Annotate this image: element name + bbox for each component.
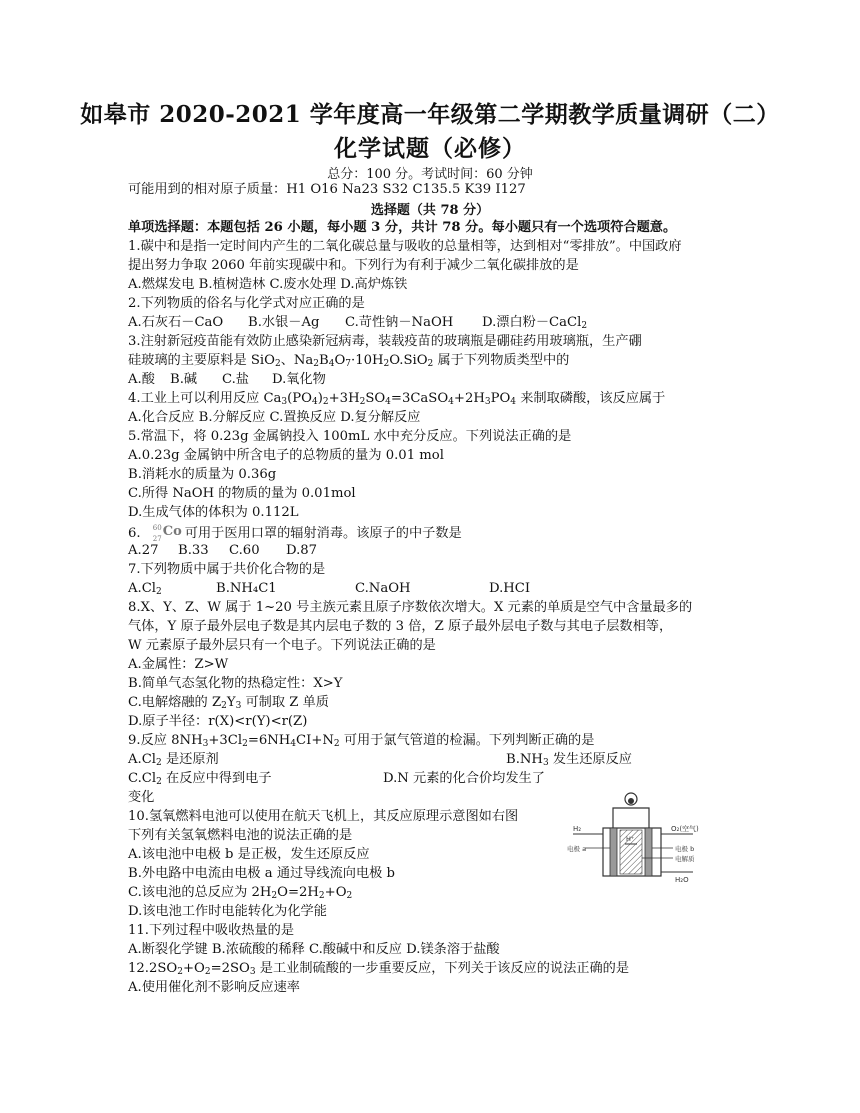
q12-t: 是工业制硫酸的一步重要反应，下列关于该反应的说法正确的是 (255, 961, 630, 976)
q7-option-d: D.HCI (489, 581, 531, 596)
q3-t: 2 (427, 359, 434, 369)
isotope-atomic-number: 27 (152, 535, 162, 543)
q9-option-d: D.N 元素的化合价均发生了 (383, 771, 545, 786)
exam-meta: 总分：100 分。考试时间：60 分钟 (327, 167, 533, 182)
electrode-b-label: 电极 b (675, 845, 695, 853)
q9-b-t: 3 (542, 758, 549, 768)
q3-t: 属于下列物质类型中的 (433, 353, 570, 368)
q7-option-b: B.NH₄C1 (216, 581, 277, 596)
q1-stem-line1: 1.碳中和是指一定时间内产生的二氧化碳总量与吸收的总量相等，达到相对“零排放”。中国政府 (128, 239, 682, 254)
q10-option-b: B.外电路中电流由电极 a 通过导线流向电极 b (128, 866, 395, 881)
q8-c-t: 2 (221, 701, 227, 711)
q3-stem-line1: 3.注射新冠疫苗能有效防止感染新冠病毒，装载疫苗的玻璃瓶是硼硅药用玻璃瓶，生产硼 (128, 334, 642, 349)
q7-option-a-text: A.Cl (128, 581, 157, 596)
section-heading: 选择题（共 78 分） (370, 203, 490, 218)
q4-t: (PO (287, 391, 312, 406)
exam-title: 如皋市 2020-2021 学年度高一年级第二学期教学质量调研（二） (80, 101, 780, 128)
q3-t: 2 (274, 359, 281, 369)
q6-option-b: B.33 (178, 543, 209, 558)
q9-a-t: 是还原剂 (161, 752, 219, 767)
q4-t: 4.工业上可以利用反应 Ca (128, 391, 282, 406)
q6-stem-text: 可用于医用口罩的辐射消毒。该原子的中子数是 (184, 526, 462, 541)
q9-t: 2 (242, 739, 248, 749)
q9-option-d-cont: 变化 (128, 790, 155, 805)
q9-option-c (128, 769, 383, 792)
q4-t: 4 (385, 397, 391, 407)
q4-t: ) (317, 391, 323, 406)
q5-option-a: A.0.23g 金属钠中所含电子的总物质的量为 0.01 mol (128, 448, 444, 463)
instructions: 单项选择题：本题包括 26 小题，每小题 3 分，共计 78 分。每小题只有一个选项符合题意。 (128, 220, 677, 235)
q8-c-t: Y (226, 695, 236, 710)
q12-option-a: A.使用催化剂不影响反应速率 (128, 980, 300, 995)
q8-stem-line1: 8.X、Y、Z、W 属于 1~20 号主族元素且原子序数依次增大。X 元素的单质是空气中含量最多的 (128, 600, 693, 615)
q5-option-d: D.生成气体的体积为 0.112L (128, 505, 299, 520)
q5-option-c: C.所得 NaOH 的物质的量为 0.01mol (128, 486, 356, 501)
q12-t: 2 (204, 967, 211, 977)
q9-c-t: 在反应中得到电子 (161, 771, 272, 786)
q4-t: =3CaSO (390, 391, 449, 406)
q2-option-c: C.苛性钠－NaOH (345, 315, 454, 330)
q4-t: 2 (359, 397, 366, 407)
q9-options-cd (128, 769, 545, 792)
q11-options: A.断裂化学键 B.浓硫酸的稀释 C.酸碱中和反应 D.镁条溶于盐酸 (128, 942, 500, 957)
q10-stem-line1: 10.氢氧燃料电池可以使用在航天飞机上，其反应原理示意图如右图 (128, 809, 519, 824)
q12-t: 2 (177, 967, 183, 977)
q12-t: 12.2SO (128, 961, 178, 976)
q9-t: =6NH (247, 733, 291, 748)
q4-t: 3 (484, 397, 491, 407)
q12-t: +O (182, 961, 205, 976)
q6-options (128, 541, 317, 560)
q2-option-d-text: D.漂白粉－CaCl (482, 315, 582, 330)
q9-c-t: 2 (156, 777, 162, 787)
q9-t: 可用于氯气管道的检漏。下列判断正确的是 (339, 733, 595, 748)
q6-number: 6. (128, 526, 141, 541)
q6-option-c: C.60 (229, 543, 260, 558)
q8-c-t: 可制取 Z 单质 (241, 695, 329, 710)
q9-a-t: A.Cl (128, 752, 157, 767)
q3-options (128, 370, 326, 389)
q4-t: +2H (453, 391, 485, 406)
q6-option-d: D.87 (286, 543, 318, 558)
external-wire (613, 808, 649, 830)
fuel-cell-diagram (565, 790, 735, 885)
q3-t: 7 (345, 359, 351, 369)
h2-label: H₂ (573, 825, 582, 833)
q4-t: 来制取磷酸，该反应属于 (516, 391, 666, 406)
q9-a-t: 2 (156, 758, 162, 768)
electrolyte-label: 电解质 (675, 855, 695, 863)
q9-b-t: 发生还原反应 (548, 752, 632, 767)
q9-t: 4 (290, 739, 297, 749)
q7-option-a-sub: 2 (156, 587, 162, 597)
q3-option-a: A.酸 (128, 372, 155, 387)
q10-c-t: 2 (318, 891, 325, 901)
h2o-label: H₂O (675, 876, 689, 884)
q5-option-b: B.消耗水的质量为 0.36g (128, 467, 277, 482)
q10-c-t: 2 (346, 891, 353, 901)
q9-b-t: B.NH (506, 752, 543, 767)
hplus-label: H⁺ (626, 835, 635, 843)
q4-t: 4 (312, 397, 318, 407)
q2-option-b: B.水银－Ag (248, 315, 320, 330)
q3-option-b: B.碱 (170, 372, 198, 387)
q10-c-t: C.该电池的总反应为 2H (128, 885, 272, 900)
q8-c-t: C.电解熔融的 Z (128, 695, 222, 710)
q3-t: O.SiO (389, 353, 428, 368)
q1-stem-line2: 提出努力争取 2060 年前实现碳中和。下列行为有利于减少二氧化碳排放的是 (128, 258, 579, 273)
q4-options: A.化合反应 B.分解反应 C.置换反应 D.复分解反应 (128, 410, 421, 425)
q8-option-a: A.金属性：Z>W (128, 657, 229, 672)
q7-stem: 7.下列物质中属于共价化合物的是 (128, 562, 326, 577)
q9-t: 9.反应 8NH (128, 733, 203, 748)
electrode-a (610, 828, 617, 876)
q3-t: 、Na (280, 353, 314, 368)
o2-label: O₂(空气) (671, 825, 699, 833)
q4-t: PO (490, 391, 511, 406)
q3-t: ·10H (351, 353, 384, 368)
q3-t: 2 (383, 359, 390, 369)
q5-stem: 5.常温下，将 0.23g 金属钠投入 100mL 水中充分反应。下列说法正确的是 (128, 429, 572, 444)
q10-stem-line2: 下列有关氢氧燃料电池的说法正确的是 (128, 828, 353, 843)
cobalt-isotope-symbol (152, 522, 185, 543)
q4-t: 4 (510, 397, 516, 407)
q2-option-a: A.石灰石－CaO (128, 315, 224, 330)
q9-t: 3 (202, 739, 209, 749)
q3-t: B (319, 353, 329, 368)
q4-t: 4 (448, 397, 454, 407)
q6-stem (128, 522, 462, 543)
q9-t: CI+N (296, 733, 334, 748)
q3-option-c: C.盐 (222, 372, 249, 387)
q4-t: 2 (322, 397, 329, 407)
exam-subtitle: 化学试题（必修） (334, 135, 526, 162)
isotope-mass-number: 60 (152, 524, 162, 532)
q7-option-c: C.NaOH (355, 581, 411, 596)
q12-t: =2SO (210, 961, 250, 976)
q3-t: 2 (313, 359, 320, 369)
q3-t: 4 (328, 359, 335, 369)
q10-option-d: D.该电池工作时电能转化为化学能 (128, 904, 327, 919)
q9-t: +3Cl (208, 733, 243, 748)
q10-c-t: +O (324, 885, 347, 900)
q3-t: 硅玻璃的主要原料是 SiO (128, 353, 275, 368)
q3-t: O (334, 353, 346, 368)
q10-option-a: A.该电池中电极 b 是正极，发生还原反应 (128, 847, 370, 862)
electrode-a-label: 电极 a (567, 845, 587, 853)
isotope-element: Co (162, 524, 182, 539)
q1-options: A.燃煤发电 B.植树造林 C.废水处理 D.高炉炼铁 (128, 277, 408, 292)
q4-t: SO (365, 391, 386, 406)
q8-option-b: B.简单气态氢化物的热稳定性：X>Y (128, 676, 343, 691)
lamp-base (628, 798, 634, 804)
electrode-b (645, 828, 652, 876)
q12-t: 3 (249, 967, 256, 977)
q10-c-t: O=2H (277, 885, 319, 900)
q8-option-d: D.原子半径：r(X)<r(Y)<r(Z) (128, 714, 308, 729)
q9-t: 2 (333, 739, 340, 749)
q8-c-t: 3 (235, 701, 242, 711)
q11-stem: 11.下列过程中吸收热量的是 (128, 923, 295, 938)
q9-c-t: C.Cl (128, 771, 157, 786)
q4-t: 3 (281, 397, 288, 407)
q6-option-a: A.27 (128, 543, 159, 558)
q8-stem-line2: 气体，Y 原子最外层电子数是其内层电子数的 3 倍，Z 原子最外层电子数与其电子层数相等， (128, 619, 673, 634)
q2-option-d-sub: 2 (581, 321, 588, 331)
q8-stem-line3: W 元素原子最外层只有一个电子。下列说法正确的是 (128, 638, 436, 653)
q3-option-d: D.氧化物 (272, 372, 326, 387)
q10-c-t: 2 (271, 891, 278, 901)
q2-stem: 2.下列物质的俗名与化学式对应正确的是 (128, 296, 365, 311)
atomic-masses: 可能用到的相对原子质量：H1 O16 Na23 S32 C135.5 K39 I127 (128, 182, 526, 197)
q4-t: +3H (328, 391, 360, 406)
